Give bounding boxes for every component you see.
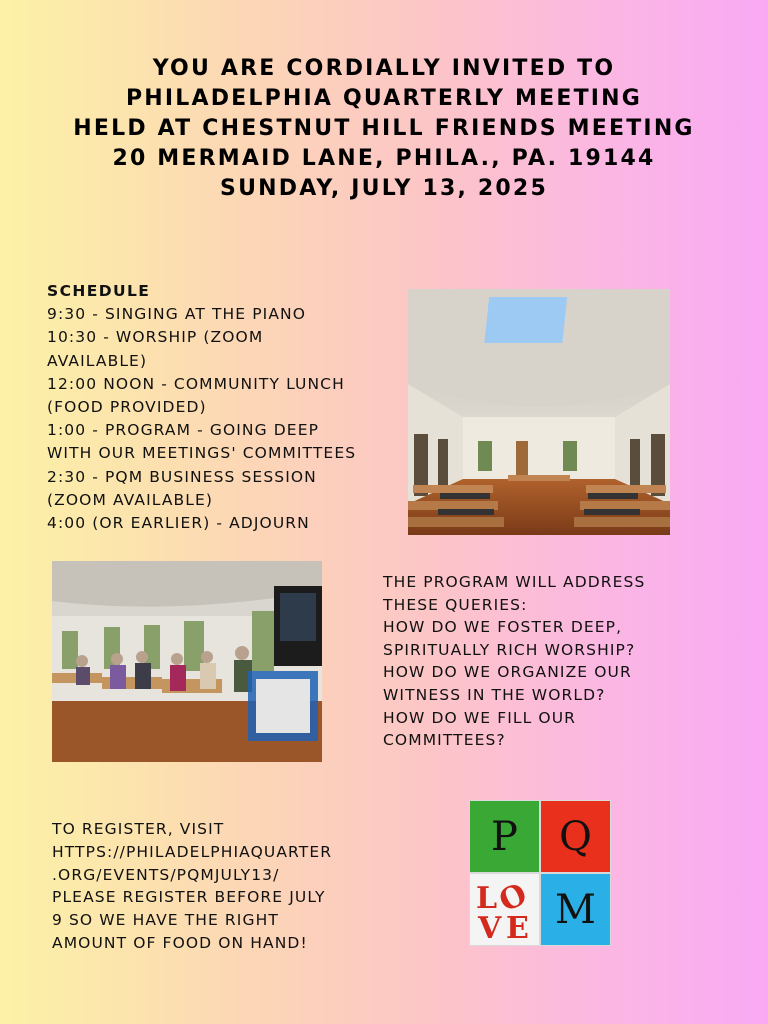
pqm-logo [469,800,611,946]
register-link[interactable]: HTTPS://PHILADELPHIAQUARTER [52,842,333,861]
register-link[interactable]: .ORG/EVENTS/PQMJULY13/ [52,865,280,884]
schedule-line: WITH OUR MEETINGS' COMMITTEES [47,444,357,463]
schedule-line: (FOOD PROVIDED) [47,398,207,417]
logo-tile-p: P [470,801,539,872]
query-line: COMMITTEES? [383,731,506,750]
schedule-title: SCHEDULE [47,282,151,300]
schedule-line: 1:00 - PROGRAM - GOING DEEP [47,421,320,440]
meeting-room-photo [408,289,670,535]
schedule-line: 12:00 NOON - COMMUNITY LUNCH [47,374,345,393]
schedule-line: AVAILABLE) [47,351,148,370]
query-line: THE PROGRAM WILL ADDRESS [383,573,646,591]
register-line: 9 SO WE HAVE THE RIGHT [52,911,279,930]
query-line: HOW DO WE FOSTER DEEP, [383,618,623,637]
query-line: HOW DO WE FILL OUR [383,708,577,727]
schedule-line: 9:30 - SINGING AT THE PIANO [47,305,307,324]
queries-block [383,571,713,752]
register-line: PLEASE REGISTER BEFORE JULY [52,888,326,907]
schedule-line: 4:00 (OR EARLIER) - ADJOURN [47,514,310,533]
svg-text:E: E [506,911,529,945]
heading-line: PHILADELPHIA QUARTERLY MEETING [125,86,643,111]
register-line: TO REGISTER, VISIT [52,820,225,838]
svg-text:V: V [478,911,502,945]
query-line: HOW DO WE ORGANIZE OUR [383,663,632,682]
gathering-photo [52,561,322,762]
registration-block [52,818,372,955]
invitation-heading [0,54,768,204]
schedule-line: (ZOOM AVAILABLE) [47,490,214,509]
register-line: AMOUNT OF FOOD ON HAND! [52,933,308,952]
query-line: SPIRITUALLY RICH WORSHIP? [383,640,636,659]
query-line: THESE QUERIES: [383,595,528,614]
schedule-block [47,280,387,535]
love-logo-icon [470,874,539,945]
svg-text:O: O [493,876,533,920]
heading-line: 20 MERMAID LANE, PHILA., PA. 19144 [112,146,656,171]
svg-text:L: L [476,881,498,916]
heading-line: HELD AT CHESTNUT HILL FRIENDS MEETING [73,116,695,141]
schedule-line: 10:30 - WORSHIP (ZOOM [47,328,264,347]
schedule-line: 2:30 - PQM BUSINESS SESSION [47,467,317,486]
query-line: WITNESS IN THE WORLD? [383,685,606,704]
logo-tile-q: Q [541,801,610,872]
heading-line: SUNDAY, JULY 13, 2025 [220,176,548,201]
logo-tile-m: M [541,874,610,945]
heading-line: YOU ARE CORDIALLY INVITED TO [152,56,616,81]
